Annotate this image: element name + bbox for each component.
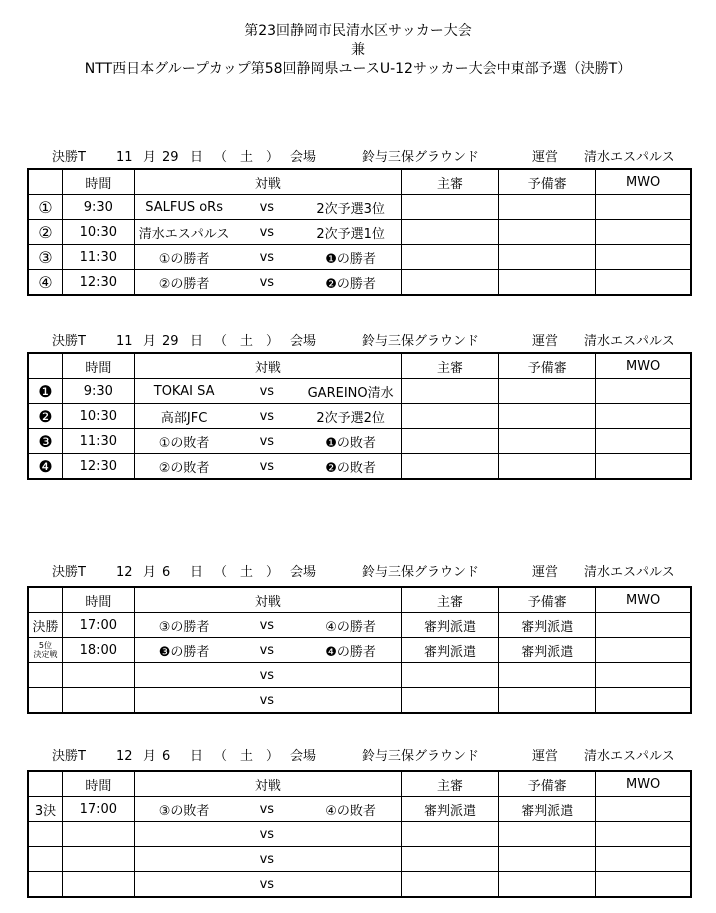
table-row	[28, 220, 691, 245]
header-sub-referee: 予備審	[499, 353, 596, 379]
day: 29	[162, 150, 179, 165]
match-number: ❸	[28, 429, 62, 454]
kickoff-time: 12:30	[62, 270, 134, 296]
vs-label: vs	[233, 638, 300, 663]
month-unit: 月	[143, 565, 157, 580]
kickoff-time: 12:30	[62, 454, 134, 480]
match-number: 決勝	[28, 613, 62, 638]
referee	[401, 379, 498, 404]
section-label: 決勝T	[52, 565, 86, 580]
referee	[401, 454, 498, 480]
kickoff-time: 17:00	[62, 613, 134, 638]
match-number	[28, 688, 62, 714]
header-mwo: MWO	[596, 353, 691, 379]
vs-label: vs	[233, 245, 300, 270]
home-team: ①の敗者	[134, 429, 233, 454]
match-number: 3決	[28, 797, 62, 822]
sub-referee	[499, 454, 596, 480]
vs-label: vs	[233, 454, 300, 480]
sub-referee	[499, 688, 596, 714]
mwo	[596, 638, 691, 663]
mwo	[596, 429, 691, 454]
venue: 鈴与三保グラウンド	[362, 334, 480, 349]
home-team: ①の勝者	[134, 245, 233, 270]
referee	[401, 688, 498, 714]
day-unit: 日	[190, 749, 204, 764]
sub-referee	[499, 429, 596, 454]
venue: 鈴与三保グラウンド	[362, 150, 480, 165]
table-row	[28, 638, 691, 663]
referee	[401, 270, 498, 296]
venue-label: 会場	[290, 749, 317, 764]
away-team: ❷の勝者	[300, 270, 401, 296]
sub-referee	[499, 379, 596, 404]
month: 12	[116, 749, 133, 764]
kickoff-time	[62, 822, 134, 847]
day: 6	[162, 749, 171, 764]
header-match: 対戦	[134, 587, 401, 613]
kickoff-time: 18:00	[62, 638, 134, 663]
schedule-table	[27, 586, 692, 714]
header-no	[28, 169, 62, 195]
header-match: 対戦	[134, 771, 401, 797]
vs-label: vs	[233, 797, 300, 822]
referee	[401, 872, 498, 898]
organizer-label: 運営	[532, 150, 559, 165]
vs-label: vs	[233, 822, 300, 847]
table-header-row	[28, 771, 691, 797]
kickoff-time	[62, 872, 134, 898]
month-unit: 月	[143, 334, 157, 349]
away-team	[300, 688, 401, 714]
mwo	[596, 220, 691, 245]
kickoff-time: 9:30	[62, 195, 134, 220]
section-header	[0, 747, 716, 767]
header-sub-referee: 予備審	[499, 169, 596, 195]
away-team: ❶の敗者	[300, 429, 401, 454]
match-number: ❹	[28, 454, 62, 480]
table-row	[28, 429, 691, 454]
table-row	[28, 663, 691, 688]
away-team: ④の勝者	[300, 613, 401, 638]
section-label: 決勝T	[52, 334, 86, 349]
table-row	[28, 454, 691, 480]
vs-label: vs	[233, 613, 300, 638]
section-header	[0, 332, 716, 352]
sub-referee: 審判派遣	[499, 797, 596, 822]
vs-label: vs	[233, 195, 300, 220]
away-team: ④の敗者	[300, 797, 401, 822]
away-team	[300, 847, 401, 872]
organizer: 清水エスパルス	[584, 334, 675, 349]
schedule-table	[27, 168, 692, 296]
referee	[401, 245, 498, 270]
header-sub-referee: 予備審	[499, 587, 596, 613]
sub-referee	[499, 195, 596, 220]
sub-referee	[499, 663, 596, 688]
vs-label: vs	[233, 663, 300, 688]
month: 12	[116, 565, 133, 580]
home-team: 清水エスパルス	[134, 220, 233, 245]
table-header-row	[28, 353, 691, 379]
sub-referee	[499, 872, 596, 898]
home-team: ❸の勝者	[134, 638, 233, 663]
vs-label: vs	[233, 404, 300, 429]
home-team	[134, 872, 233, 898]
referee: 審判派遣	[401, 613, 498, 638]
header-no	[28, 353, 62, 379]
referee	[401, 822, 498, 847]
header-time: 時間	[62, 771, 134, 797]
table-row	[28, 613, 691, 638]
home-team: ③の勝者	[134, 613, 233, 638]
header-match: 対戦	[134, 169, 401, 195]
header-mwo: MWO	[596, 587, 691, 613]
sub-referee	[499, 822, 596, 847]
mwo	[596, 404, 691, 429]
venue: 鈴与三保グラウンド	[362, 749, 480, 764]
referee	[401, 663, 498, 688]
month: 11	[116, 150, 133, 165]
table-row	[28, 404, 691, 429]
header-match: 対戦	[134, 353, 401, 379]
venue-label: 会場	[290, 150, 317, 165]
mwo	[596, 454, 691, 480]
table-row	[28, 195, 691, 220]
day-unit: 日	[190, 150, 204, 165]
table-header-row	[28, 169, 691, 195]
referee	[401, 847, 498, 872]
title-line-3: NTT西日本グループカップ第58回静岡県ユースU-12サッカー大会中東部予選（決勝T）	[84, 61, 632, 77]
mwo	[596, 270, 691, 296]
match-number: ①	[28, 195, 62, 220]
header-no	[28, 771, 62, 797]
mwo	[596, 613, 691, 638]
vs-label: vs	[233, 220, 300, 245]
header-time: 時間	[62, 353, 134, 379]
vs-label: vs	[233, 688, 300, 714]
header-sub-referee: 予備審	[499, 771, 596, 797]
away-team	[300, 663, 401, 688]
vs-label: vs	[233, 847, 300, 872]
away-team: ❹の勝者	[300, 638, 401, 663]
kickoff-time: 10:30	[62, 220, 134, 245]
header-time: 時間	[62, 169, 134, 195]
mwo	[596, 688, 691, 714]
home-team: ③の敗者	[134, 797, 233, 822]
sub-referee: 審判派遣	[499, 638, 596, 663]
home-team: 高部JFC	[134, 404, 233, 429]
month-unit: 月	[143, 150, 157, 165]
section-label: 決勝T	[52, 150, 86, 165]
table-row	[28, 822, 691, 847]
vs-label: vs	[233, 379, 300, 404]
match-number: ②	[28, 220, 62, 245]
venue: 鈴与三保グラウンド	[362, 565, 480, 580]
home-team: ②の勝者	[134, 270, 233, 296]
table-row	[28, 797, 691, 822]
referee	[401, 429, 498, 454]
away-team: 2次予選1位	[300, 220, 401, 245]
home-team	[134, 688, 233, 714]
organizer-label: 運営	[532, 565, 559, 580]
referee	[401, 404, 498, 429]
table-row	[28, 688, 691, 714]
header-mwo: MWO	[596, 771, 691, 797]
section-header	[0, 563, 716, 583]
home-team	[134, 822, 233, 847]
day: 29	[162, 334, 179, 349]
organizer: 清水エスパルス	[584, 749, 675, 764]
match-number: ③	[28, 245, 62, 270]
kickoff-time: 17:00	[62, 797, 134, 822]
mwo	[596, 379, 691, 404]
mwo	[596, 195, 691, 220]
kickoff-time: 11:30	[62, 429, 134, 454]
table-row	[28, 245, 691, 270]
sub-referee: 審判派遣	[499, 613, 596, 638]
title-line-1: 第23回静岡市民清水区サッカー大会	[244, 23, 472, 39]
kickoff-time: 10:30	[62, 404, 134, 429]
kickoff-time	[62, 847, 134, 872]
day: 6	[162, 565, 171, 580]
match-number: ④	[28, 270, 62, 296]
mwo	[596, 245, 691, 270]
venue-label: 会場	[290, 565, 317, 580]
table-row	[28, 847, 691, 872]
away-team: 2次予選2位	[300, 404, 401, 429]
organizer: 清水エスパルス	[584, 565, 675, 580]
match-number: ❷	[28, 404, 62, 429]
home-team	[134, 663, 233, 688]
referee: 審判派遣	[401, 638, 498, 663]
kickoff-time: 9:30	[62, 379, 134, 404]
day-unit: 日	[190, 334, 204, 349]
mwo	[596, 822, 691, 847]
mwo	[596, 797, 691, 822]
referee: 審判派遣	[401, 797, 498, 822]
weekday: （ 土 ）	[214, 150, 280, 165]
table-row	[28, 270, 691, 296]
sub-referee	[499, 220, 596, 245]
referee	[401, 220, 498, 245]
match-number: ❶	[28, 379, 62, 404]
vs-label: vs	[233, 872, 300, 898]
kickoff-time	[62, 663, 134, 688]
match-number	[28, 872, 62, 898]
mwo	[596, 847, 691, 872]
header-mwo: MWO	[596, 169, 691, 195]
match-number	[28, 663, 62, 688]
header-referee: 主審	[401, 169, 498, 195]
kickoff-time: 11:30	[62, 245, 134, 270]
vs-label: vs	[233, 270, 300, 296]
month-unit: 月	[143, 749, 157, 764]
section-label: 決勝T	[52, 749, 86, 764]
weekday: （ 土 ）	[214, 749, 280, 764]
venue-label: 会場	[290, 334, 317, 349]
weekday: （ 土 ）	[214, 334, 280, 349]
title-line-2: 兼	[351, 42, 365, 58]
header-time: 時間	[62, 587, 134, 613]
away-team: ❶の勝者	[300, 245, 401, 270]
section-header	[0, 148, 716, 168]
sub-referee	[499, 245, 596, 270]
kickoff-time	[62, 688, 134, 714]
match-number	[28, 847, 62, 872]
header-referee: 主審	[401, 587, 498, 613]
sub-referee	[499, 404, 596, 429]
table-row	[28, 872, 691, 898]
match-number	[28, 822, 62, 847]
away-team: 2次予選3位	[300, 195, 401, 220]
away-team: ❷の敗者	[300, 454, 401, 480]
day-unit: 日	[190, 565, 204, 580]
weekday: （ 土 ）	[214, 565, 280, 580]
header-referee: 主審	[401, 353, 498, 379]
organizer-label: 運営	[532, 749, 559, 764]
table-header-row	[28, 587, 691, 613]
vs-label: vs	[233, 429, 300, 454]
away-team	[300, 872, 401, 898]
month: 11	[116, 334, 133, 349]
header-referee: 主審	[401, 771, 498, 797]
sub-referee	[499, 847, 596, 872]
match-number: 5位 決定戦	[28, 638, 62, 663]
header-no	[28, 587, 62, 613]
home-team: TOKAI SA	[134, 379, 233, 404]
home-team	[134, 847, 233, 872]
table-row	[28, 379, 691, 404]
sub-referee	[499, 270, 596, 296]
schedule-table	[27, 352, 692, 480]
away-team	[300, 822, 401, 847]
home-team: SALFUS oRs	[134, 195, 233, 220]
mwo	[596, 663, 691, 688]
away-team: GAREINO清水	[300, 379, 401, 404]
organizer-label: 運営	[532, 334, 559, 349]
home-team: ②の敗者	[134, 454, 233, 480]
referee	[401, 195, 498, 220]
organizer: 清水エスパルス	[584, 150, 675, 165]
schedule-table	[27, 770, 692, 898]
mwo	[596, 872, 691, 898]
